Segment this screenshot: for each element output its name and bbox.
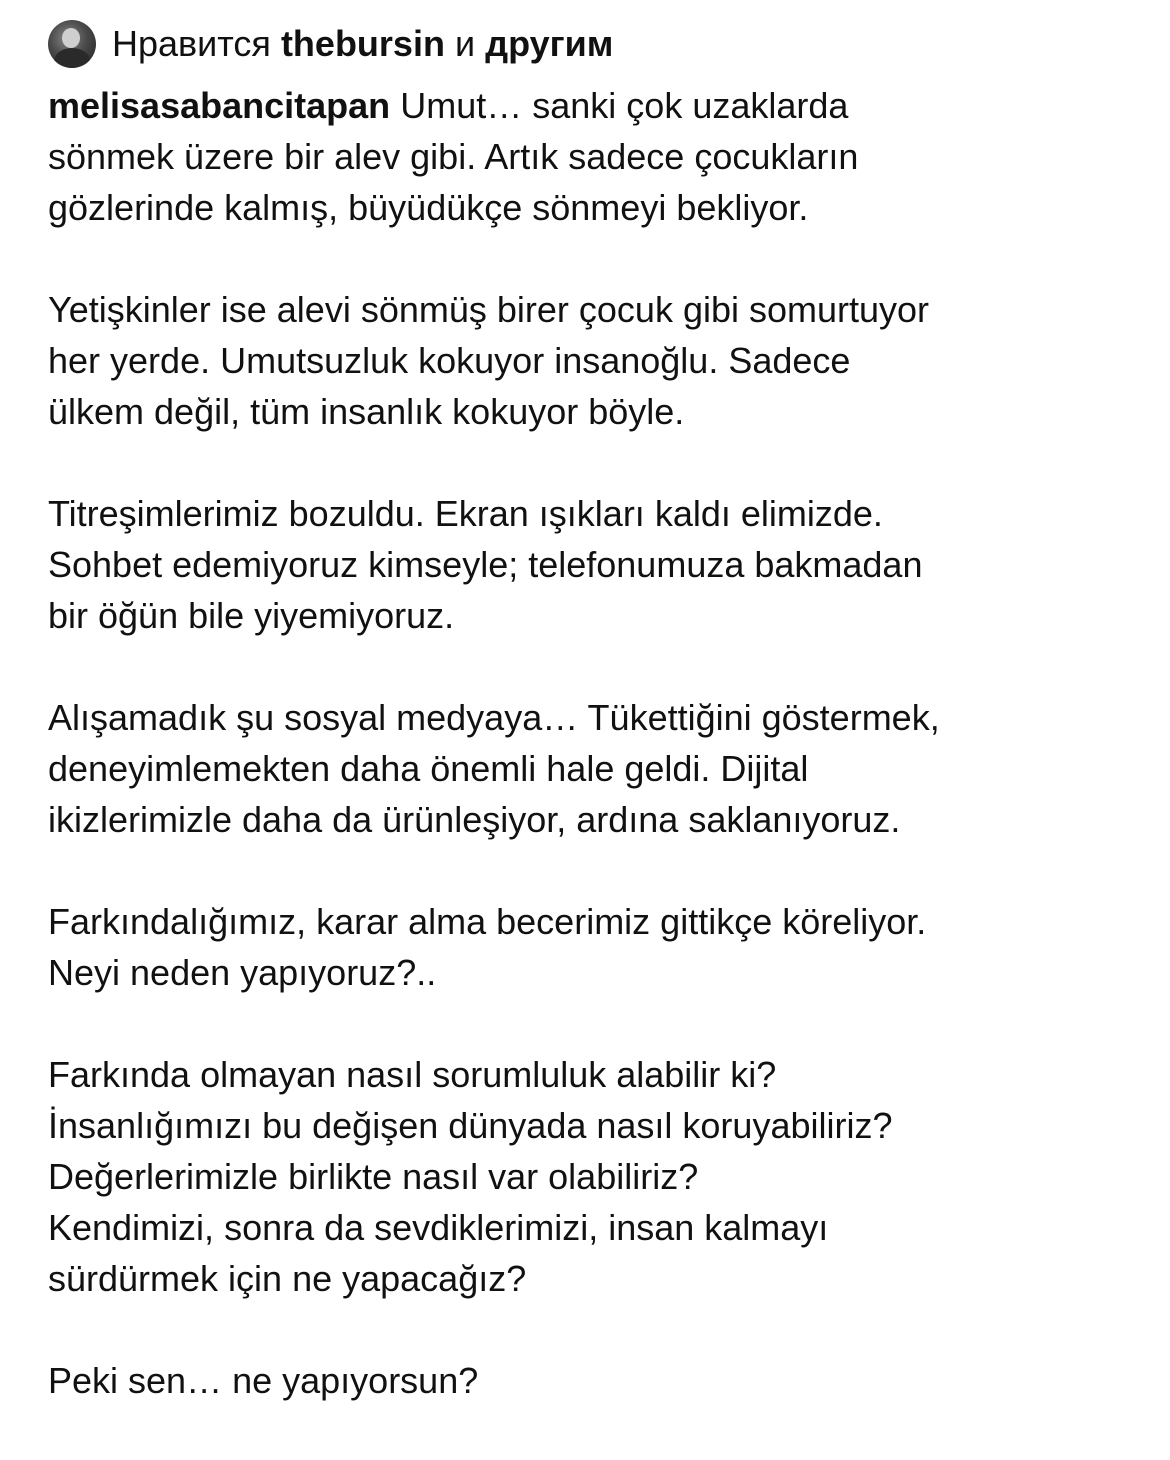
caption-line: deneyimlemekten daha önemli hale geldi. Dijital — [48, 748, 809, 789]
caption-line: bir öğün bile yiyemiyoruz. — [48, 595, 455, 636]
caption-line: Yetişkinler ise alevi sönmüş birer çocuk gibi somurtuyor — [48, 289, 930, 330]
caption-line: her yerde. Umutsuzluk kokuyor insanoğlu. Sadece — [48, 340, 851, 381]
caption-line: gözlerinde kalmış, büyüdükçe sönmeyi bekliyor. — [48, 187, 809, 228]
likes-row — [48, 20, 613, 68]
caption-paragraph — [48, 896, 1138, 998]
likes-others-link[interactable]: другим — [485, 23, 614, 64]
caption-line: Farkında olmayan nasıl sorumluluk alabilir ki? — [48, 1054, 777, 1095]
caption-line: Değerlerimizle birlikte nasıl var olabiliriz? — [48, 1156, 699, 1197]
caption-line: Alışamadık şu sosyal medyaya… Tükettiğini göstermek, — [48, 697, 940, 738]
caption-line: sönmek üzere bir alev gibi. Artık sadece çocukların — [48, 136, 859, 177]
caption-line: Titreşimlerimiz bozuldu. Ekran ışıkları kaldı elimizde. — [48, 493, 883, 534]
avatar[interactable] — [48, 20, 96, 68]
likes-conjunction: и — [455, 23, 476, 64]
caption-text: Umut… sanki çok uzaklarda — [400, 85, 849, 126]
caption-paragraph — [48, 1355, 1138, 1406]
caption-paragraph — [48, 692, 1138, 845]
author-username-link[interactable]: melisasabancitapan — [48, 85, 391, 126]
caption-line: İnsanlığımızı bu değişen dünyada nasıl koruyabiliriz? — [48, 1105, 893, 1146]
caption-paragraph — [48, 1049, 1138, 1304]
caption-line: Neyi neden yapıyoruz?.. — [48, 952, 437, 993]
caption-paragraph — [48, 80, 1138, 233]
likes-prefix: Нравится — [112, 23, 271, 64]
caption-line: Sohbet edemiyoruz kimseyle; telefonumuza bakmadan — [48, 544, 923, 585]
caption-line: Farkındalığımız, karar alma becerimiz gittikçe köreliyor. — [48, 901, 927, 942]
caption-line: sürdürmek için ne yapacağız? — [48, 1258, 527, 1299]
caption-line: Peki sen… ne yapıyorsun? — [48, 1360, 479, 1401]
caption-line: Kendimizi, sonra da sevdiklerimizi, insan kalmayı — [48, 1207, 829, 1248]
caption-line: ikizlerimizle daha da ürünleşiyor, ardına saklanıyoruz. — [48, 799, 901, 840]
caption-line: ülkem değil, tüm insanlık kokuyor böyle. — [48, 391, 685, 432]
liker-username-link[interactable]: thebursin — [280, 23, 445, 64]
caption-paragraph — [48, 488, 1138, 641]
caption-line — [48, 80, 1138, 131]
caption-paragraph — [48, 284, 1138, 437]
post-caption — [48, 80, 1138, 1457]
